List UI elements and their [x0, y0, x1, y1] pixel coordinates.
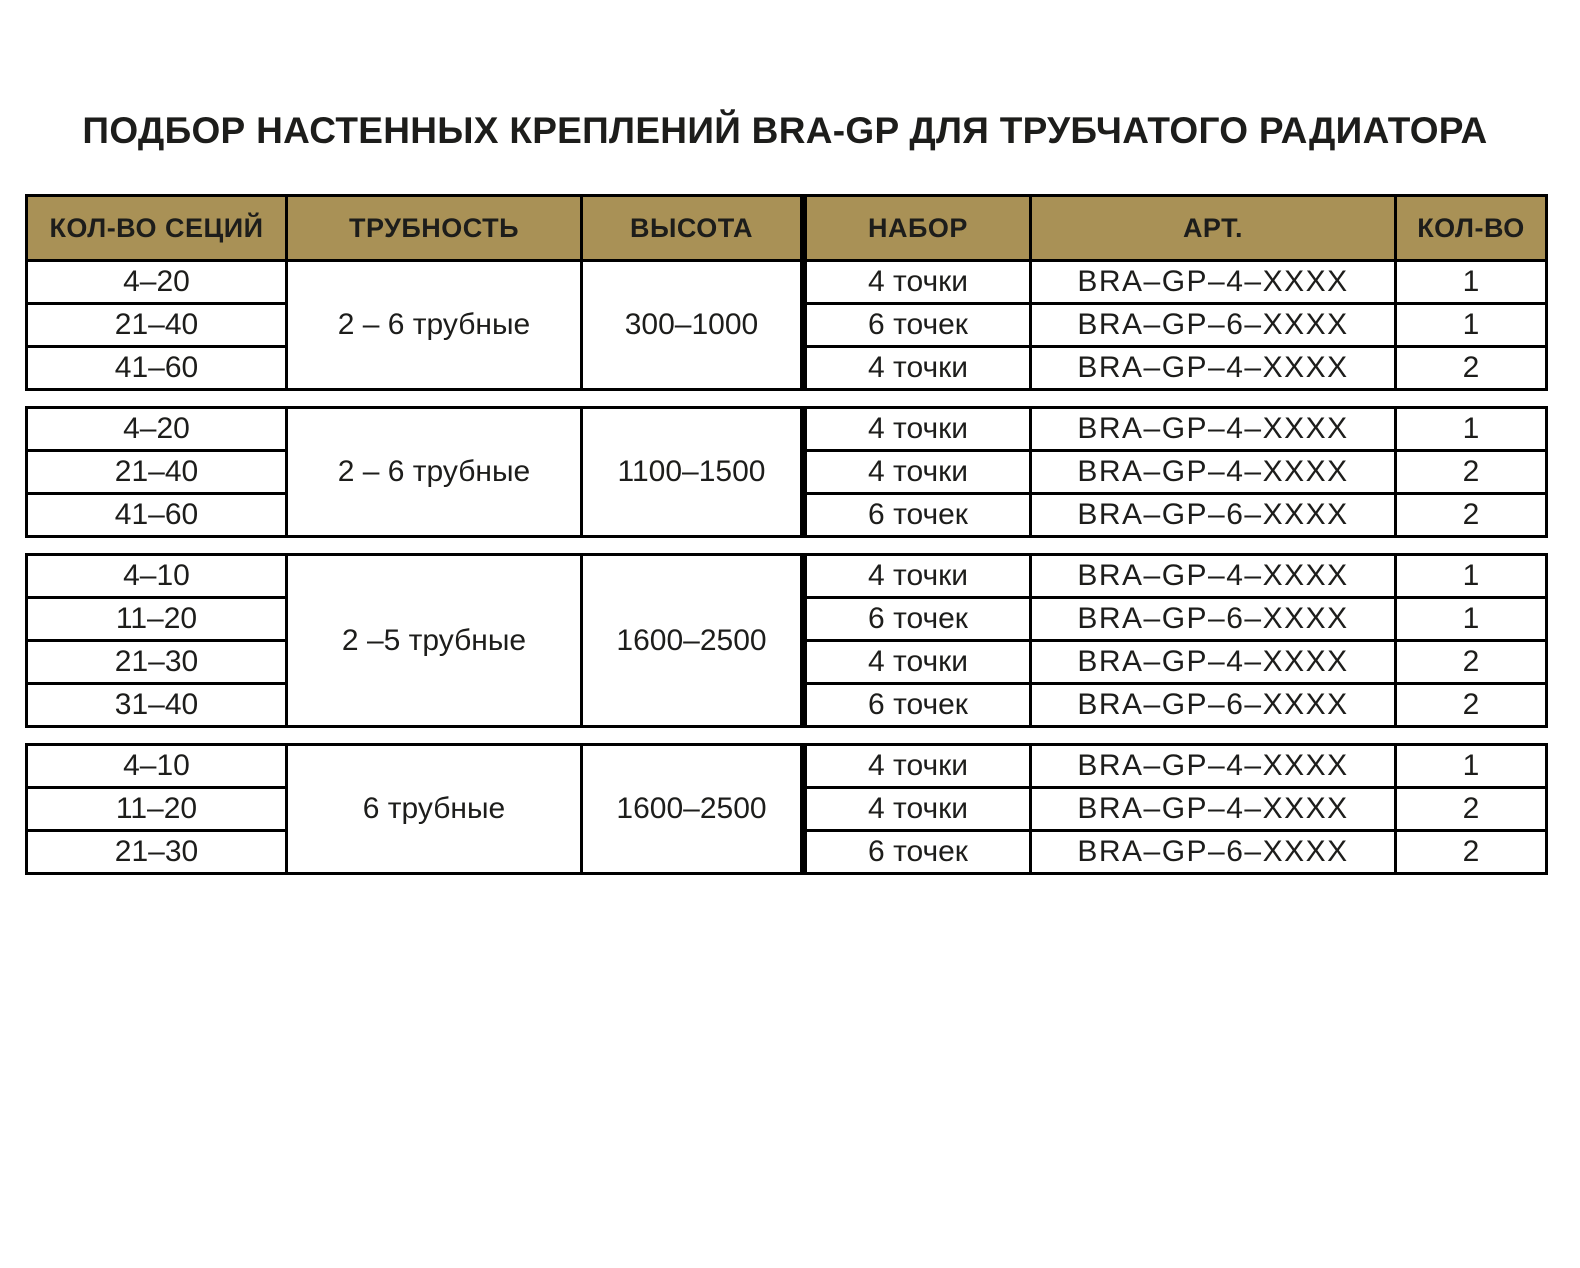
- set-cell: 4 точки: [804, 555, 1031, 598]
- qty-cell: 2: [1396, 831, 1547, 874]
- set-cell: 4 точки: [804, 347, 1031, 390]
- header-row: [27, 196, 1547, 261]
- radiator-table-block-1: [25, 194, 1548, 391]
- qty-cell: 1: [1396, 745, 1547, 788]
- article-cell: BRA–GP–6–XXXX: [1031, 304, 1396, 347]
- qty-cell: 1: [1396, 555, 1547, 598]
- radiator-table-block-4: [25, 743, 1548, 875]
- qty-cell: 1: [1396, 304, 1547, 347]
- height-cell: 1600–2500: [582, 555, 804, 727]
- qty-cell: 2: [1396, 788, 1547, 831]
- table-row: [27, 408, 1547, 451]
- tubes-cell: 6 трубные: [287, 745, 582, 874]
- article-cell: BRA–GP–6–XXXX: [1031, 494, 1396, 537]
- qty-cell: 1: [1396, 261, 1547, 304]
- table-row: [27, 261, 1547, 304]
- column-header-height: ВЫСОТА: [582, 196, 804, 261]
- set-cell: 4 точки: [804, 788, 1031, 831]
- article-cell: BRA–GP–4–XXXX: [1031, 555, 1396, 598]
- tubes-cell: 2 –5 трубные: [287, 555, 582, 727]
- set-cell: 6 точек: [804, 684, 1031, 727]
- sections-cell: 21–40: [27, 304, 287, 347]
- set-cell: 6 точек: [804, 831, 1031, 874]
- article-cell: BRA–GP–6–XXXX: [1031, 684, 1396, 727]
- qty-cell: 1: [1396, 408, 1547, 451]
- tubes-cell: 2 – 6 трубные: [287, 261, 582, 390]
- set-cell: 4 точки: [804, 745, 1031, 788]
- sections-cell: 21–40: [27, 451, 287, 494]
- article-cell: BRA–GP–4–XXXX: [1031, 788, 1396, 831]
- qty-cell: 2: [1396, 347, 1547, 390]
- set-cell: 6 точек: [804, 494, 1031, 537]
- sections-cell: 4–10: [27, 555, 287, 598]
- article-cell: BRA–GP–4–XXXX: [1031, 641, 1396, 684]
- column-header-tubes: ТРУБНОСТЬ: [287, 196, 582, 261]
- sections-cell: 21–30: [27, 831, 287, 874]
- tubes-cell: 2 – 6 трубные: [287, 408, 582, 537]
- qty-cell: 1: [1396, 598, 1547, 641]
- table-row: [27, 745, 1547, 788]
- sections-cell: 4–20: [27, 261, 287, 304]
- qty-cell: 2: [1396, 494, 1547, 537]
- qty-cell: 2: [1396, 451, 1547, 494]
- set-cell: 6 точек: [804, 598, 1031, 641]
- qty-cell: 2: [1396, 684, 1547, 727]
- radiator-table-block-3: [25, 553, 1548, 728]
- article-cell: BRA–GP–4–XXXX: [1031, 745, 1396, 788]
- table-row: [27, 555, 1547, 598]
- article-cell: BRA–GP–6–XXXX: [1031, 831, 1396, 874]
- sections-cell: 4–10: [27, 745, 287, 788]
- radiator-table-block-2: [25, 406, 1548, 538]
- column-header-set: НАБОР: [804, 196, 1031, 261]
- page-content: [25, 108, 1545, 875]
- article-cell: BRA–GP–4–XXXX: [1031, 451, 1396, 494]
- page-title: ПОДБОР НАСТЕННЫХ КРЕПЛЕНИЙ BRA-GP ДЛЯ ТРУБЧАТОГО РАДИАТОРА: [82, 110, 1488, 151]
- sections-cell: 41–60: [27, 494, 287, 537]
- set-cell: 4 точки: [804, 451, 1031, 494]
- height-cell: 300–1000: [582, 261, 804, 390]
- article-cell: BRA–GP–4–XXXX: [1031, 261, 1396, 304]
- sections-cell: 31–40: [27, 684, 287, 727]
- article-cell: BRA–GP–4–XXXX: [1031, 408, 1396, 451]
- set-cell: 4 точки: [804, 408, 1031, 451]
- sections-cell: 11–20: [27, 788, 287, 831]
- sections-cell: 41–60: [27, 347, 287, 390]
- article-cell: BRA–GP–4–XXXX: [1031, 347, 1396, 390]
- set-cell: 4 точки: [804, 261, 1031, 304]
- article-cell: BRA–GP–6–XXXX: [1031, 598, 1396, 641]
- column-header-sections: КОЛ-ВО СЕЦИЙ: [27, 196, 287, 261]
- column-header-article: АРТ.: [1031, 196, 1396, 261]
- height-cell: 1100–1500: [582, 408, 804, 537]
- set-cell: 6 точек: [804, 304, 1031, 347]
- column-header-qty: КОЛ-ВО: [1396, 196, 1547, 261]
- sections-cell: 11–20: [27, 598, 287, 641]
- sections-cell: 21–30: [27, 641, 287, 684]
- set-cell: 4 точки: [804, 641, 1031, 684]
- qty-cell: 2: [1396, 641, 1547, 684]
- sections-cell: 4–20: [27, 408, 287, 451]
- height-cell: 1600–2500: [582, 745, 804, 874]
